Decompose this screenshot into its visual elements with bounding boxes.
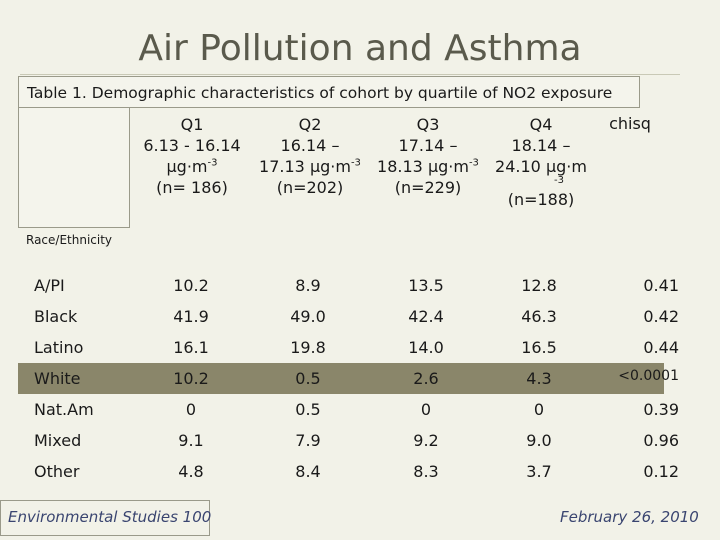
table-row — [18, 394, 679, 425]
q3-unit-line — [368, 156, 488, 177]
row-label: Nat.Am — [34, 400, 94, 419]
table-caption: Table 1. Demographic characteristics of cohort by quartile of NO2 exposure — [18, 76, 640, 108]
cell-q4: 16.5 — [521, 338, 557, 357]
column-header-q1 — [133, 114, 251, 198]
q4-unit: 24.10 µg·m — [495, 157, 587, 176]
cell-q4: 9.0 — [526, 431, 552, 450]
cell-q2: 8.4 — [295, 462, 321, 481]
cell-q3: 42.4 — [408, 307, 444, 326]
q2-name: Q2 — [298, 115, 322, 134]
cell-chisq: 0.42 — [643, 307, 679, 326]
q2-range: 16.14 – — [280, 136, 340, 155]
q2-unit: 17.13 µg·m — [259, 157, 351, 176]
cell-q1: 10.2 — [173, 369, 209, 388]
cell-chisq: 0.12 — [643, 462, 679, 481]
q1-name: Q1 — [180, 115, 204, 134]
q4-name: Q4 — [529, 115, 553, 134]
cell-q3: 0 — [420, 400, 432, 419]
row-label: Other — [34, 462, 80, 481]
footer-course: Environmental Studies 100 — [8, 508, 212, 526]
slide-title: Air Pollution and Asthma — [138, 28, 582, 69]
column-header-q3 — [368, 114, 488, 198]
q2-unit-line — [250, 156, 370, 177]
cell-q3: 2.6 — [413, 369, 439, 388]
cell-q1: 4.8 — [178, 462, 204, 481]
cell-chisq: 0.39 — [643, 400, 679, 419]
cell-q3: 9.2 — [413, 431, 439, 450]
q3-range: 17.14 – — [398, 136, 458, 155]
header-empty-cell — [18, 108, 130, 228]
q1-n: (n= 186) — [156, 178, 228, 197]
q3-unit: 18.13 µg·m — [377, 157, 469, 176]
column-header-q4 — [482, 114, 600, 210]
table-row — [18, 456, 679, 487]
cell-q2: 7.9 — [295, 431, 321, 450]
cell-q1: 9.1 — [178, 431, 204, 450]
footer-date: February 26, 2010 — [560, 508, 699, 526]
q4-n: (n=188) — [507, 190, 575, 209]
row-label: Latino — [34, 338, 84, 357]
cell-q2: 0.5 — [295, 400, 321, 419]
column-header-chisq: chisq — [609, 114, 651, 133]
row-label: Mixed — [34, 431, 82, 450]
q3-name: Q3 — [416, 115, 440, 134]
cell-q4: 0 — [533, 400, 545, 419]
row-label: A/PI — [34, 276, 65, 295]
column-header-q2 — [250, 114, 370, 198]
table-row — [18, 270, 679, 301]
cell-chisq: 0.41 — [643, 276, 679, 295]
cell-chisq: 0.96 — [643, 431, 679, 450]
cell-q4: 4.3 — [526, 369, 552, 388]
cell-q4: 46.3 — [521, 307, 557, 326]
q3-unit-exp: -3 — [468, 157, 479, 169]
q1-unit-exp: -3 — [207, 157, 218, 169]
q4-range: 18.14 – — [511, 136, 571, 155]
cell-q1: 16.1 — [173, 338, 209, 357]
table-row — [18, 301, 679, 332]
cell-q3: 13.5 — [408, 276, 444, 295]
q2-n: (n=202) — [276, 178, 344, 197]
row-label: Black — [34, 307, 78, 326]
q1-unit: µg·m — [166, 157, 208, 176]
cell-q2: 0.5 — [295, 369, 321, 388]
cell-q3: 14.0 — [408, 338, 444, 357]
cell-q2: 8.9 — [295, 276, 321, 295]
q1-unit-line — [133, 156, 251, 177]
q2-unit-exp: -3 — [350, 157, 361, 169]
cell-chisq: <0.0001 — [618, 368, 679, 384]
cell-q2: 19.8 — [290, 338, 326, 357]
section-label-race-ethnicity: Race/Ethnicity — [26, 233, 113, 247]
cell-q2: 49.0 — [290, 307, 326, 326]
q4-unit-exp: -3 — [554, 175, 564, 186]
cell-q1: 0 — [185, 400, 197, 419]
row-label: White — [34, 369, 81, 388]
cell-q1: 41.9 — [173, 307, 209, 326]
q1-range: 6.13 - 16.14 — [143, 136, 241, 155]
cell-q4: 12.8 — [521, 276, 557, 295]
table-row — [18, 363, 679, 394]
title-divider — [20, 74, 680, 75]
cell-chisq: 0.44 — [643, 338, 679, 357]
q3-n: (n=229) — [394, 178, 462, 197]
cell-q1: 10.2 — [173, 276, 209, 295]
table-row — [18, 425, 679, 456]
cell-q4: 3.7 — [526, 462, 552, 481]
cell-q3: 8.3 — [413, 462, 439, 481]
table-row — [18, 332, 679, 363]
